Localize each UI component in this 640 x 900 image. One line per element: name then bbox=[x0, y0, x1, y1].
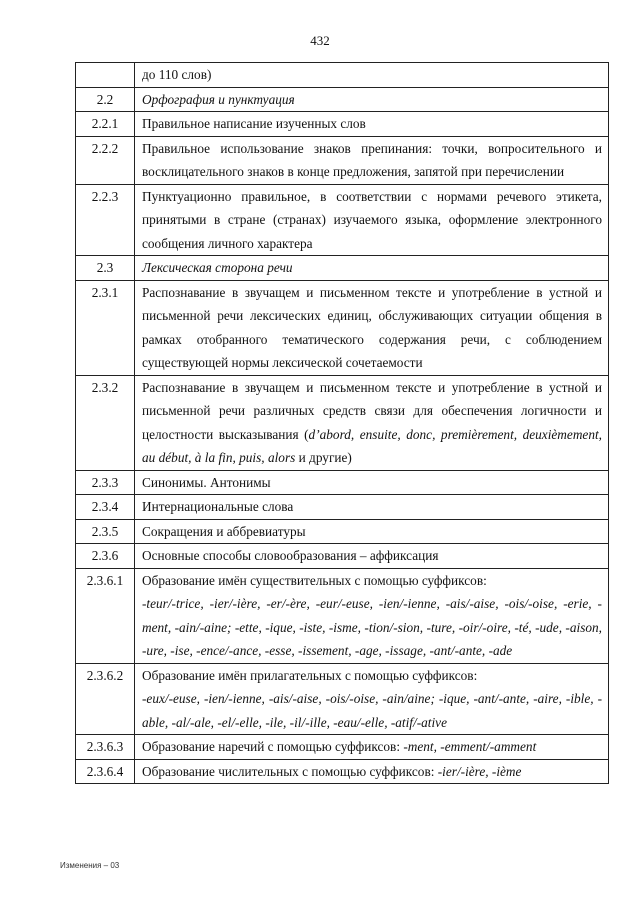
table-row bbox=[76, 136, 609, 184]
row-text: Сокращения и аббревиатуры bbox=[135, 519, 609, 544]
row-text-italic: d’abord, ensuite, donc, premièrement, deuxièmement, au début, à la fin, puis, alors bbox=[142, 426, 602, 465]
section-heading: Орфография и пунктуация bbox=[135, 87, 609, 112]
row-text-plain: и другие) bbox=[295, 450, 352, 465]
row-text bbox=[135, 759, 609, 784]
table-row bbox=[76, 280, 609, 375]
row-text-plain: Образование имён прилагательных с помощью суффиксов: bbox=[142, 667, 478, 683]
row-text: до 110 слов) bbox=[135, 63, 609, 88]
row-number: 2.2.1 bbox=[76, 112, 135, 137]
row-text: Распознавание в звучащем и письменном тексте и употребление в устной и письменной речи лексических единиц, обслуживающих ситуации общения в рамках отобранного тематического содержания речи, с соблюдением существующей нормы лексической сочетаемости bbox=[135, 280, 609, 375]
row-text-plain: Образование наречий с помощью суффиксов: bbox=[142, 739, 404, 754]
row-text: Правильное использование знаков препинания: точки, вопросительного и восклицательного знаков в конце предложения, запятой при перечислении bbox=[135, 136, 609, 184]
table-row bbox=[76, 568, 609, 663]
row-number: 2.3.5 bbox=[76, 519, 135, 544]
row-text bbox=[135, 568, 609, 663]
table-row bbox=[76, 112, 609, 137]
table-row bbox=[76, 544, 609, 569]
row-text: Основные способы словообразования – аффиксация bbox=[135, 544, 609, 569]
page-number: 432 bbox=[310, 33, 330, 48]
row-number: 2.2.3 bbox=[76, 184, 135, 256]
row-number: 2.3.6.1 bbox=[76, 568, 135, 663]
table-row bbox=[76, 759, 609, 784]
row-text-italic: -ier/-ière, -ième bbox=[437, 763, 522, 779]
row-number: 2.3.6.4 bbox=[76, 759, 135, 784]
row-number: 2.3.4 bbox=[76, 495, 135, 520]
curriculum-table bbox=[75, 62, 609, 784]
table-row bbox=[76, 256, 609, 281]
table-row bbox=[76, 87, 609, 112]
row-number: 2.3.1 bbox=[76, 280, 135, 375]
row-number bbox=[76, 63, 135, 88]
table-row bbox=[76, 519, 609, 544]
row-number: 2.3.6 bbox=[76, 544, 135, 569]
section-heading: Лексическая сторона речи bbox=[135, 256, 609, 281]
row-text-plain: Образование числительных с помощью суффиксов: bbox=[142, 763, 438, 779]
table-row bbox=[76, 663, 609, 735]
table-row bbox=[76, 735, 609, 760]
row-text: Синонимы. Антонимы bbox=[135, 470, 609, 495]
table-row bbox=[76, 470, 609, 495]
row-text-italic: -teur/-trice, -ier/-ière, -er/-ère, -eur/-euse, -ien/-ienne, -ais/-aise, -ois/-oise, -erie, -ment, -ain/-aine; -ette, -ique, -iste, -isme, -tion/-sion, -ture, -oir/-oire, -té, -ude, -aison, -ure, -ise, -ence/-ance, -esse, -issement, -age, -issage, -ant/-ante, -ade bbox=[142, 596, 602, 658]
row-number: 2.2.2 bbox=[76, 136, 135, 184]
row-number: 2.2 bbox=[76, 87, 135, 112]
row-text bbox=[135, 735, 609, 760]
table-row bbox=[76, 375, 609, 470]
row-text bbox=[135, 663, 609, 735]
table-row bbox=[76, 63, 609, 88]
row-number: 2.3.3 bbox=[76, 470, 135, 495]
row-text-italic: -ment, -emment/-amment bbox=[403, 739, 537, 754]
row-text bbox=[135, 375, 609, 470]
row-text-italic: -eux/-euse, -ien/-ienne, -ais/-aise, -ois/-oise, -ain/aine; -ique, -ant/-ante, -aire, -ible, -able, -al/-ale, -el/-elle, -ile, -il/-ille, -eau/-elle, -atif/-ative bbox=[142, 691, 602, 730]
row-number: 2.3.6.2 bbox=[76, 663, 135, 735]
row-text-plain: Образование имён существительных с помощью суффиксов: bbox=[142, 572, 487, 588]
footer-revision: Изменения – 03 bbox=[60, 861, 120, 870]
row-number: 2.3.2 bbox=[76, 375, 135, 470]
table-row bbox=[76, 184, 609, 256]
row-number: 2.3 bbox=[76, 256, 135, 281]
row-text: Правильное написание изученных слов bbox=[135, 112, 609, 137]
row-text-plain: Распознавание в звучащем и письменном тексте и употребление в устной и письменной речи различных средств связи для обеспечения логичности и целостности высказывания ( bbox=[142, 379, 602, 442]
row-text: Интернациональные слова bbox=[135, 495, 609, 520]
table-row bbox=[76, 495, 609, 520]
row-text: Пунктуационно правильное, в соответствии с нормами речевого этикета, принятыми в стране (странах) изучаемого языка, оформление электронного сообщения личного характера bbox=[135, 184, 609, 256]
row-number: 2.3.6.3 bbox=[76, 735, 135, 760]
